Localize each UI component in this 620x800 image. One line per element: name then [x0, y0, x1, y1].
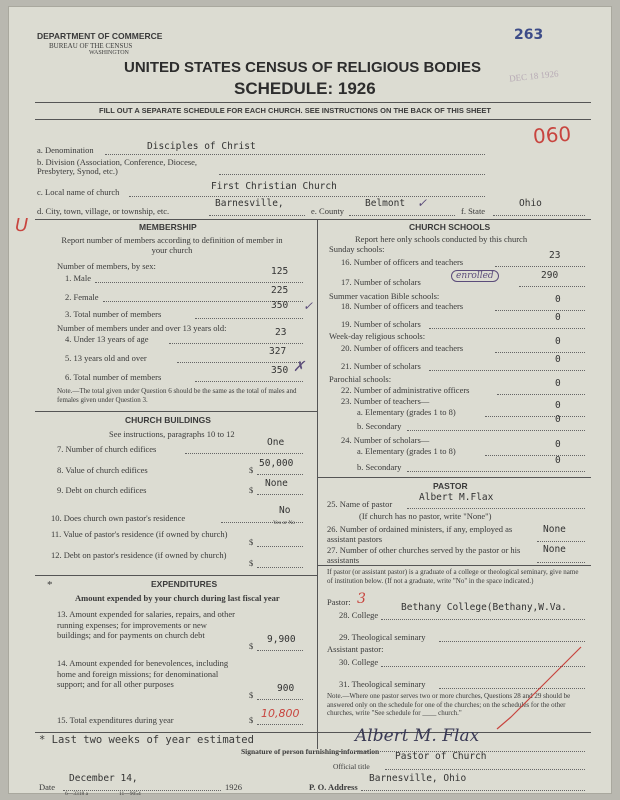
q24a-label: a. Elementary (grades 1 to 8): [357, 446, 456, 456]
q16-value: 23: [549, 250, 561, 261]
expenditures-asterisk: *: [47, 579, 53, 591]
address-label: P. O. Address: [309, 782, 358, 792]
q2-value: 225: [271, 285, 289, 296]
pastor-note: Note.—Where one pastor serves two or more churches, Questions 28 and 29 should be answered only on the schedule for one of the churches; on the schedules for the other churches, write "See schedule for ____ church.": [327, 692, 571, 717]
county-label: e. County: [311, 206, 345, 216]
buildings-intro: See instructions, paragraphs 10 to 12: [109, 429, 235, 439]
q20-value: 0: [555, 336, 561, 347]
q7-label: 7. Number of church edifices: [57, 444, 157, 454]
vacation-schools-label: Summer vacation Bible schools:: [329, 291, 440, 301]
city-value: Barnesville,: [215, 198, 284, 209]
q12-label: 12. Debt on pastor's residence (if owned by church): [51, 550, 227, 560]
buildings-title: CHURCH BUILDINGS: [125, 415, 211, 425]
signature-label: Signature of person furnishing information: [241, 747, 380, 756]
address-value: Barnesville, Ohio: [369, 773, 467, 784]
date-label: Date: [39, 782, 56, 792]
q26-label: 26. Number of ordained ministers, if any, employed as assistant pastors: [327, 524, 513, 544]
city-label: d. City, town, village, or township, etc.: [37, 206, 170, 216]
q6-label: 6. Total number of members: [65, 372, 162, 382]
q26-value: None: [543, 524, 566, 535]
q14-label: 14. Amount expended for benevolences, including home and foreign missions; for denominational support; and for all other purposes: [57, 658, 229, 689]
q25-value: Albert M.Flax: [419, 492, 494, 503]
q23-label: 23. Number of teachers—: [341, 396, 430, 406]
q18-value: 0: [555, 294, 561, 305]
received-stamp: DEC 18 1926: [508, 68, 559, 84]
bureau-name: BUREAU OF THE CENSUS: [49, 42, 133, 50]
q25-hint: (If church has no pastor, write "None"): [359, 511, 492, 521]
expenditures-title: EXPENDITURES: [151, 579, 218, 589]
q1-label: 1. Male: [65, 273, 91, 283]
red-check-mark: [489, 637, 589, 737]
q29-label: 29. Theological seminary: [339, 632, 426, 642]
q30-label: 30. College: [339, 657, 379, 667]
q10-value: No: [279, 505, 291, 516]
q14-value: 900: [277, 683, 295, 694]
schedule-title: SCHEDULE: 1926: [234, 79, 376, 98]
q27-label: 27. Number of other churches served by the pastor or his assistants: [327, 545, 521, 565]
q8-value: 50,000: [259, 458, 294, 469]
q31-label: 31. Theological seminary: [339, 679, 426, 689]
sunday-schools-label: Sunday schools:: [329, 244, 385, 254]
expenditures-intro: Amount expended by your church during last fiscal year: [75, 593, 280, 603]
bureau-city: WASHINGTON: [89, 50, 129, 56]
q20-label: 20. Number of officers and teachers: [341, 343, 464, 353]
q27-value: None: [543, 544, 566, 555]
schools-title: CHURCH SCHOOLS: [409, 222, 491, 232]
q16-label: 16. Number of officers and teachers: [341, 257, 464, 267]
pencil-annotation-3: 3: [357, 591, 366, 607]
state-value: Ohio: [519, 198, 542, 209]
q21-label: 21. Number of scholars: [341, 361, 421, 371]
q23a-value: 0: [555, 400, 561, 411]
local-name-value: First Christian Church: [211, 181, 337, 192]
q5-value: 327: [269, 346, 287, 357]
q22-value: 0: [555, 378, 561, 389]
q3-label: 3. Total number of members: [65, 309, 162, 319]
q18-label: 18. Number of officers and teachers: [341, 301, 464, 311]
census-schedule-sheet: DEPARTMENT OF COMMERCE BUREAU OF THE CENSUS WASHINGTON 263 DEC 18 1926 UNITED STATES CENSUS OF RELIGIOUS BODIES SCHEDULE: 1926 FILL OUT A SEPARATE SCHEDULE FOR EACH CHURCH. SEE INSTRUCTIONS ON THE BACK OF THIS SHEET 060 a. Denomination Disciples of Christ b. Division (Association, Conference, Diocese, Presbytery, Synod, etc.) c. Local name of church First Christian Church d. City, town, village, or township, etc. Barnesville, e. County Belmont ✓ f. State Ohio U MEMBERSHIP Report number of members according to definition of member in your church Number of members, by sex: 1. Male 125 2. Female 225 3. Total number of members 350 ✓ Number of members under and over 13 years old: 4. Under 13 years of age 23 5. 13 years old and over 327 6. Total number of members 350 ✗ Note.—The total given under Question 6 should be the same as the total of males and females given under Question 3. CHURCH BUILDINGS See instructions, paragraphs 10 to 12 7. Number of church edifices One 8. Value of church edifices $ 50,000 9. Debt on church edifices $ None 10. Does church own pastor's residence No Yes or No 11. Value of pastor's residence (if owned by church) $ 12. Debt on pastor's residence (if owned by church) $ * EXPENDITURES Amount expended by your church during last fiscal year 13. Amount expended for salaries, repairs, and other running expenses; for improvements or new buildings; and for payments on church debt $ 9,900 14. Amount expended for benevolences, including home and foreign missions; for denominational support; and for all other purposes $ 900 15. Total expenditures during year $ 10,800 CHURCH SCHOOLS Report here only schools conducted by this church Sunday schools: 16. Number of officers and teachers 23 17. Number of scholars enrolled 290 Summer vacation Bible schools: 18. Number of officers and teachers 0 19. Number of scholars 0 Week-day religious schools: 20. Number of officers and teachers 0 21. Number of scholars 0 Parochial schools: 22. Number of administrative officers 0 23. Number of teachers— a. Elementary (grades 1 to 8) 0 b. Secondary 0 24. Number of scholars— a. Elementary (grades 1 to 8) 0 b. Secondary 0 PASTOR 25. Name of pastor Albert M.Flax (If church has no pastor, write "None") 26. Number of ordained ministers, if any, employed as assistant pastors None 27. Number of other churches served by the pastor or his assistants None If pastor (or assistant pastor) is a graduate of a college or theological seminary, give name of institution below. (If not a graduate, write "No" in the space indicated.) Pastor: 3 28. College Bethany College(Bethany,W.Va. 29. Theological seminary Assistant pastor: 30. College 31. Theological seminary Note.—Where one pastor serves two or more churches, Questions 28 and 29 should be answered only on the schedule for one of the churches; on the schedules for the other churches, write "See schedule for ____ church." * Last two weeks of year estimated Signature of person furnishing information Albert M. Flax Official title Pastor of Church Date December 14, 1926 P. O. Address Barnesville, Ohio 6—3318 a 11—9054: [8, 6, 612, 794]
q1-value: 125: [271, 266, 289, 277]
assistant-subhead: Assistant pastor:: [327, 644, 384, 654]
year-text: 1926: [225, 782, 242, 792]
instruction-bar: FILL OUT A SEPARATE SCHEDULE FOR EACH CHURCH. SEE INSTRUCTIONS ON THE BACK OF THIS SHEET: [99, 106, 491, 115]
schools-intro: Report here only schools conducted by this church: [355, 234, 528, 244]
official-title-value: Pastor of Church: [395, 751, 487, 762]
division-label: b. Division (Association, Conference, Diocese, Presbytery, Synod, etc.): [37, 157, 198, 176]
q10-label: 10. Does church own pastor's residence: [51, 513, 186, 523]
q19-label: 19. Number of scholars: [341, 319, 421, 329]
q6-value: 350: [271, 365, 289, 376]
age-intro-label: Number of members under and over 13 years old:: [57, 323, 227, 333]
q8-label: 8. Value of church edifices: [57, 465, 148, 475]
q7-value: One: [267, 437, 285, 448]
q24b-label: b. Secondary: [357, 462, 402, 472]
q4-value: 23: [275, 327, 287, 338]
county-value: Belmont: [365, 198, 406, 209]
q3-value: 350: [271, 300, 289, 311]
denomination-value: Disciples of Christ: [147, 141, 256, 152]
q17-note: enrolled: [451, 270, 499, 282]
q23a-label: a. Elementary (grades 1 to 8): [357, 407, 456, 417]
local-name-label: c. Local name of church: [37, 187, 120, 197]
q10-hint: Yes or No: [273, 520, 296, 526]
q23b-value: 0: [555, 414, 561, 425]
print-code: 11—9054: [119, 791, 141, 797]
graduate-note: If pastor (or assistant pastor) is a graduate of a college or theological seminary, give name of institution below. (If not a graduate, write "No" in the space indicated.): [327, 568, 579, 585]
membership-intro: Report number of members according to definition of member in your church: [61, 235, 283, 255]
q17-value: 290: [541, 270, 559, 281]
members-by-sex-label: Number of members, by sex:: [57, 261, 156, 271]
q9-value: None: [265, 478, 288, 489]
form-number: 263: [514, 27, 544, 43]
q28-label: 28. College: [339, 610, 379, 620]
denomination-label: a. Denomination: [37, 145, 94, 155]
margin-annotation-u: U: [15, 215, 29, 236]
form-code: 6—3318 a: [65, 791, 89, 797]
membership-title: MEMBERSHIP: [139, 222, 197, 232]
q11-label: 11. Value of pastor's residence (if owned by church): [51, 529, 228, 539]
weekday-schools-label: Week-day religious schools:: [329, 331, 426, 341]
q25-label: 25. Name of pastor: [327, 499, 393, 509]
date-value: December 14,: [69, 773, 138, 784]
q24a-value: 0: [555, 439, 561, 450]
q22-label: 22. Number of administrative officers: [341, 385, 470, 395]
q15-label: 15. Total expenditures during year: [57, 715, 174, 725]
q4-label: 4. Under 13 years of age: [65, 334, 149, 344]
q24-label: 24. Number of scholars—: [341, 435, 430, 445]
q13-label: 13. Amount expended for salaries, repairs, and other running expenses; for improvements or new buildings; and for payments on church debt: [57, 609, 235, 640]
q28-value: Bethany College(Bethany,W.Va.: [401, 602, 567, 613]
membership-note: Note.—The total given under Question 6 should be the same as the total of males and females given under Question 3.: [57, 387, 297, 404]
signature: Albert M. Flax: [355, 726, 480, 746]
q2-label: 2. Female: [65, 292, 99, 302]
q23b-label: b. Secondary: [357, 421, 402, 431]
q15-value: 10,800: [261, 707, 300, 720]
official-title-label: Official title: [333, 762, 370, 771]
state-label: f. State: [461, 206, 486, 216]
q5-label: 5. 13 years old and over: [65, 353, 147, 363]
pastor-title: PASTOR: [433, 481, 468, 491]
q9-label: 9. Debt on church edifices: [57, 485, 147, 495]
pastor-subhead: Pastor:: [327, 597, 351, 607]
red-code-annotation: 060: [532, 121, 572, 149]
q24b-value: 0: [555, 455, 561, 466]
q19-value: 0: [555, 312, 561, 323]
q21-value: 0: [555, 354, 561, 365]
form-title: UNITED STATES CENSUS OF RELIGIOUS BODIES: [124, 59, 481, 76]
estimate-note: * Last two weeks of year estimated: [39, 734, 254, 746]
department-name: DEPARTMENT OF COMMERCE: [37, 31, 163, 41]
q13-value: 9,900: [267, 634, 296, 645]
q17-label: 17. Number of scholars: [341, 277, 421, 287]
parochial-schools-label: Parochial schools:: [329, 374, 392, 384]
